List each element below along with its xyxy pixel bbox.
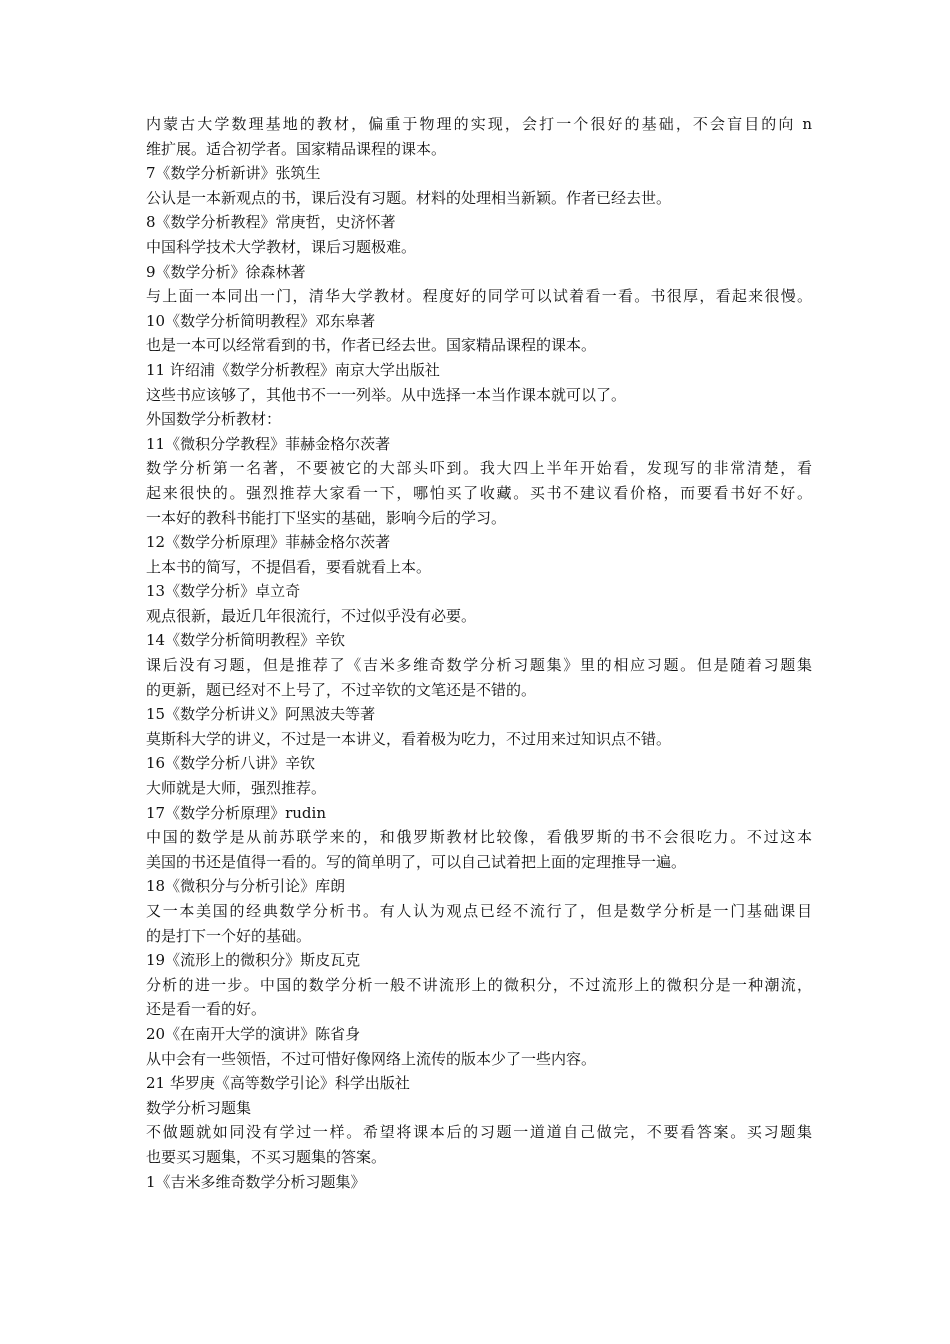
book-title-line: 14《数学分析简明教程》辛钦 [146,631,346,650]
paragraph-line: 这些书应该够了，其他书不一一列举。从中选择一本当作课本就可以了。 [146,385,627,404]
paragraph-line: 大师就是大师，强烈推荐。 [146,779,327,798]
paragraph-line: 也要买习题集，不买习题集的答案。 [146,1147,387,1166]
book-title-line: 13《数学分析》卓立奇 [146,582,301,601]
paragraph-line: 数学分析第一名著，不要被它的大部头吓到。我大四上半年开始看，发现写的非常清楚，看 [146,459,812,478]
book-title-line: 15《数学分析讲义》阿黑波夫等著 [146,705,376,724]
paragraph-line: 与上面一本同出一门，清华大学教材。程度好的同学可以试着看一看。书很厚，看起来很慢。 [146,287,812,306]
paragraph-line: 观点很新，最近几年很流行，不过似乎没有必要。 [146,606,477,625]
book-title-line: 20《在南开大学的演讲》陈省身 [146,1024,361,1043]
paragraph-line: 不做题就如同没有学过一样。希望将课本后的习题一道道自己做完，不要看答案。买习题集 [146,1123,812,1142]
book-title-line: 1《吉米多维奇数学分析习题集》 [146,1172,366,1191]
book-title-line: 7《数学分析新讲》张筑生 [146,164,321,183]
paragraph-line: 中国科学技术大学教材，课后习题极难。 [146,237,417,256]
paragraph-line: 的更新，题已经对不上号了，不过辛钦的文笔还是不错的。 [146,680,537,699]
paragraph-line: 又一本美国的经典数学分析书。有人认为观点已经不流行了，但是数学分析是一门基础课目 [146,902,812,920]
paragraph-line: 维扩展。适合初学者。国家精品课程的课本。 [146,139,447,158]
section-heading: 数学分析习题集 [146,1098,252,1117]
book-title-line: 11《微积分学教程》菲赫金格尔茨著 [146,434,391,453]
paragraph-line: 还是看一看的好。 [146,1000,267,1019]
book-title-line: 21 华罗庚《高等数学引论》科学出版社 [146,1074,410,1093]
paragraph-line: 分析的进一步。中国的数学分析一般不讲流形上的微积分，不过流形上的微积分是一种潮流， [146,975,812,994]
paragraph-line: 美国的书还是值得一看的。写的简单明了，可以自己试着把上面的定理推导一遍。 [146,852,687,871]
book-title-line: 17《数学分析原理》rudin [146,803,326,822]
book-title-line: 11 许绍浦《数学分析教程》南京大学出版社 [146,360,440,379]
book-title-line: 16《数学分析八讲》辛钦 [146,754,316,773]
section-heading: 外国数学分析教材： [146,410,282,429]
paragraph-line: 一本好的教科书能打下坚实的基础，影响今后的学习。 [146,508,507,527]
paragraph-line: 公认是一本新观点的书，课后没有习题。材料的处理相当新颖。作者已经去世。 [146,188,672,207]
paragraph-line: 也是一本可以经常看到的书，作者已经去世。国家精品课程的课本。 [146,336,597,355]
book-title-line: 8《数学分析教程》常庚哲，史济怀著 [146,213,396,232]
book-title-line: 10《数学分析简明教程》邓东皋著 [146,311,376,330]
paragraph-line: 的是打下一个好的基础。 [146,926,312,945]
paragraph-line: 内蒙古大学数理基地的教材，偏重于物理的实现，会打一个很好的基础，不会盲目的向 n [146,115,812,133]
paragraph-line: 莫斯科大学的讲义，不过是一本讲义，看着极为吃力，不过用来过知识点不错。 [146,729,672,748]
book-title-line: 18《微积分与分析引论》库朗 [146,877,346,896]
book-title-line: 9《数学分析》徐森林著 [146,262,306,281]
paragraph-line: 从中会有一些领悟，不过可惜好像网络上流传的版本少了一些内容。 [146,1049,597,1068]
book-title-line: 19《流形上的微积分》斯皮瓦克 [146,951,361,970]
paragraph-line: 上本书的简写，不提倡看，要看就看上本。 [146,557,432,576]
paragraph-line: 课后没有习题，但是推荐了《吉米多维奇数学分析习题集》里的相应习题。但是随着习题集 [146,656,812,675]
book-title-line: 12《数学分析原理》菲赫金格尔茨著 [146,533,391,552]
document-page [146,112,812,1194]
paragraph-line: 起来很快的。强烈推荐大家看一下，哪怕买了收藏。买书不建议看价格，而要看书好不好。 [146,483,812,502]
paragraph-line: 中国的数学是从前苏联学来的，和俄罗斯教材比较像，看俄罗斯的书不会很吃力。不过这本 [146,828,812,847]
